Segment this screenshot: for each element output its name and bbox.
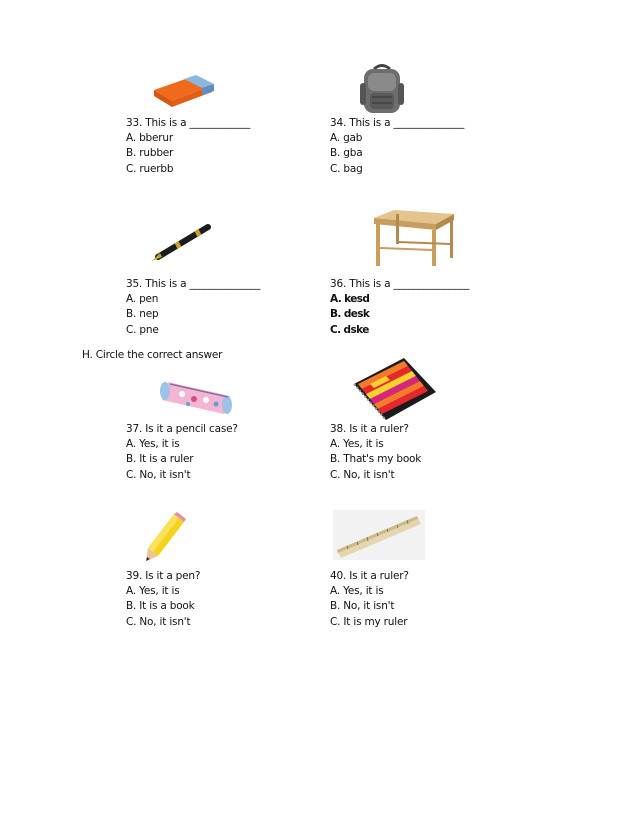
option-c[interactable]: C. dske bbox=[330, 323, 369, 336]
question-34 bbox=[330, 116, 464, 177]
option-b[interactable]: B. It is a book bbox=[126, 600, 195, 613]
backpack-image bbox=[356, 63, 408, 115]
pencil-case-image bbox=[158, 372, 240, 418]
option-b[interactable]: B. No, it isn't bbox=[330, 600, 395, 613]
option-c[interactable]: C. It is my ruler bbox=[330, 615, 408, 628]
option-a[interactable]: A. kesd bbox=[330, 293, 370, 306]
question-prompt: 39. Is it a pen? bbox=[126, 570, 201, 582]
question-prompt: 37. Is it a pencil case? bbox=[126, 423, 238, 435]
question-39 bbox=[126, 569, 200, 630]
question-35 bbox=[126, 277, 260, 338]
desk-image bbox=[370, 208, 456, 268]
question-prompt: 38. Is it a ruler? bbox=[330, 423, 409, 435]
notebook-image bbox=[350, 356, 438, 422]
ruler-image bbox=[333, 510, 425, 560]
fountain-pen-image bbox=[150, 222, 212, 262]
question-prompt: 35. This is a ______________ bbox=[126, 278, 261, 290]
option-c[interactable]: C. pne bbox=[126, 323, 159, 336]
option-a[interactable]: A. Yes, it is bbox=[330, 438, 384, 451]
option-a[interactable]: A. bberur bbox=[126, 132, 173, 145]
option-c[interactable]: C. No, it isn't bbox=[330, 468, 395, 481]
option-a[interactable]: A. pen bbox=[126, 293, 159, 306]
option-b[interactable]: B. nep bbox=[126, 308, 159, 321]
option-b[interactable]: B. It is a ruler bbox=[126, 453, 194, 466]
option-a[interactable]: A. Yes, it is bbox=[126, 585, 180, 598]
question-38 bbox=[330, 422, 421, 483]
question-prompt: 33. This is a ____________ bbox=[126, 117, 251, 129]
option-b[interactable]: B. gba bbox=[330, 147, 363, 160]
option-c[interactable]: C. No, it isn't bbox=[126, 468, 191, 481]
pencil-image bbox=[144, 512, 188, 562]
option-a[interactable]: A. Yes, it is bbox=[126, 438, 180, 451]
question-33 bbox=[126, 116, 250, 177]
question-40 bbox=[330, 569, 409, 630]
option-c[interactable]: C. ruerbb bbox=[126, 162, 174, 175]
section-heading: H. Circle the correct answer bbox=[82, 349, 223, 361]
option-b[interactable]: B. desk bbox=[330, 308, 370, 321]
option-b[interactable]: B. That's my book bbox=[330, 453, 422, 466]
question-37 bbox=[126, 422, 238, 483]
question-prompt: 36. This is a _______________ bbox=[330, 278, 470, 290]
option-a[interactable]: A. gab bbox=[330, 132, 363, 145]
question-36 bbox=[330, 277, 469, 338]
eraser-image bbox=[150, 68, 216, 110]
option-c[interactable]: C. bag bbox=[330, 162, 363, 175]
option-c[interactable]: C. No, it isn't bbox=[126, 615, 191, 628]
option-a[interactable]: A. Yes, it is bbox=[330, 585, 384, 598]
question-prompt: 40. Is it a ruler? bbox=[330, 570, 409, 582]
question-prompt: 34. This is a ______________ bbox=[330, 117, 465, 129]
option-b[interactable]: B. rubber bbox=[126, 147, 174, 160]
